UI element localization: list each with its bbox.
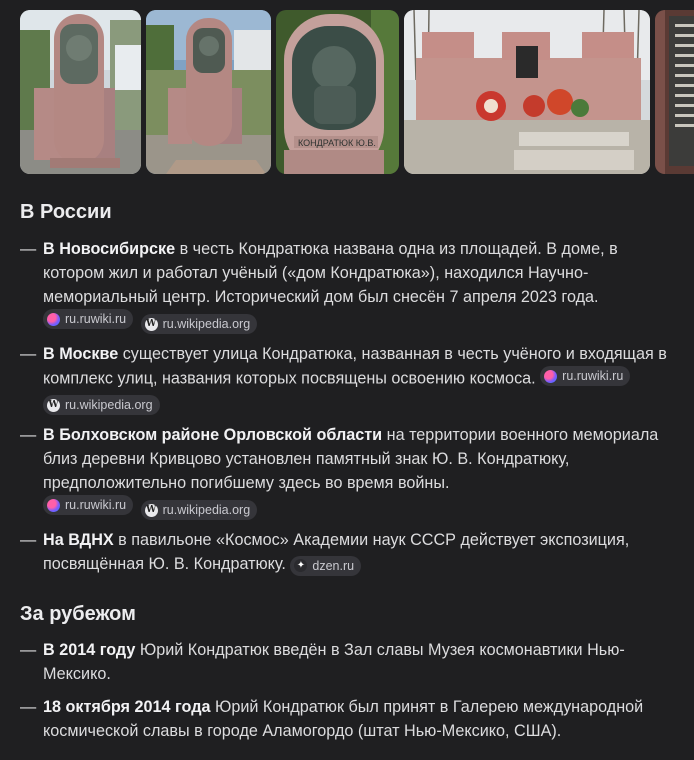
list-dash: — (20, 426, 37, 444)
ruwiki-icon (544, 370, 557, 383)
list-item (20, 423, 680, 520)
source-chip-wikipedia[interactable]: W ru.wikipedia.org (141, 500, 258, 520)
item-highlight: В Москве (43, 345, 119, 363)
list-dash: — (20, 698, 37, 716)
source-chip-dzen[interactable]: ✦ dzen.ru (290, 556, 361, 576)
dzen-icon: ✦ (294, 559, 307, 572)
gallery-image-2[interactable] (146, 10, 271, 174)
list-dash: — (20, 345, 37, 363)
list-dash: — (20, 240, 37, 258)
source-chip-wikipedia[interactable]: W ru.wikipedia.org (141, 314, 258, 334)
source-chip-ruwiki[interactable]: ru.ruwiki.ru (540, 366, 630, 386)
list-dash: — (20, 531, 37, 549)
ruwiki-icon (47, 499, 60, 512)
item-text: Юрий Кондратюк введён в Зал славы Музея космонавтики Нью-Мексико. (43, 641, 625, 683)
item-highlight: На ВДНХ (43, 531, 114, 549)
item-highlight: В 2014 году (43, 641, 136, 659)
source-chip-ruwiki[interactable]: ru.ruwiki.ru (43, 495, 133, 515)
list-item (20, 528, 680, 576)
section-title-abroad: За рубежом (20, 603, 136, 625)
list-item (20, 695, 680, 743)
wikipedia-icon: W (48, 399, 59, 410)
gallery-image-5[interactable] (655, 10, 694, 174)
list-item (20, 342, 680, 415)
source-chip-ruwiki[interactable]: ru.ruwiki.ru (43, 309, 133, 329)
section-title-russia: В России (20, 201, 112, 223)
wikipedia-icon: W (146, 318, 157, 329)
gallery-image-1[interactable] (20, 10, 141, 174)
item-highlight: В Новосибирске (43, 240, 176, 258)
item-highlight: В Болховском районе Орловской области (43, 426, 383, 444)
item-text: существует улица Кондратюка, названная в честь учёного и входящая в комплекс улиц, названия которых посвящены освоению космоса. (43, 345, 667, 388)
gallery-image-4[interactable] (404, 10, 650, 174)
image-gallery (20, 10, 694, 174)
source-chip-wikipedia[interactable]: W ru.wikipedia.org (43, 395, 160, 415)
item-highlight: 18 октября 2014 года (43, 698, 211, 716)
list-dash: — (20, 641, 37, 659)
item-text: в павильоне «Космос» Академии наук СССР действует экспозиция, посвящённая Ю. В. Кондратюку. (43, 531, 630, 573)
item-text: Юрий Кондратюк был принят в Галерею международной космической славы в городе Аламогордо (штат Нью-Мексико, США). (43, 698, 644, 740)
item-text: на территории военного мемориала близ деревни Кривцово установлен памятный знак Ю. В. Кондратюку, предположительно погибшему здесь во время войны. (43, 426, 659, 492)
ruwiki-icon (47, 313, 60, 326)
plaque-text: КОНДРАТЮК Ю.В. (298, 138, 376, 148)
list-item (20, 638, 680, 686)
wikipedia-icon: W (146, 504, 157, 515)
gallery-image-3[interactable] (276, 10, 399, 174)
item-text: в честь Кондратюка названа одна из площадей. В доме, в котором жил и работал учёный («дом Кондратюка»), находился Научно-мемориальный центр. Исторический дом был снесён 7 апреля 2023 года. (43, 240, 618, 306)
list-item (20, 237, 680, 334)
